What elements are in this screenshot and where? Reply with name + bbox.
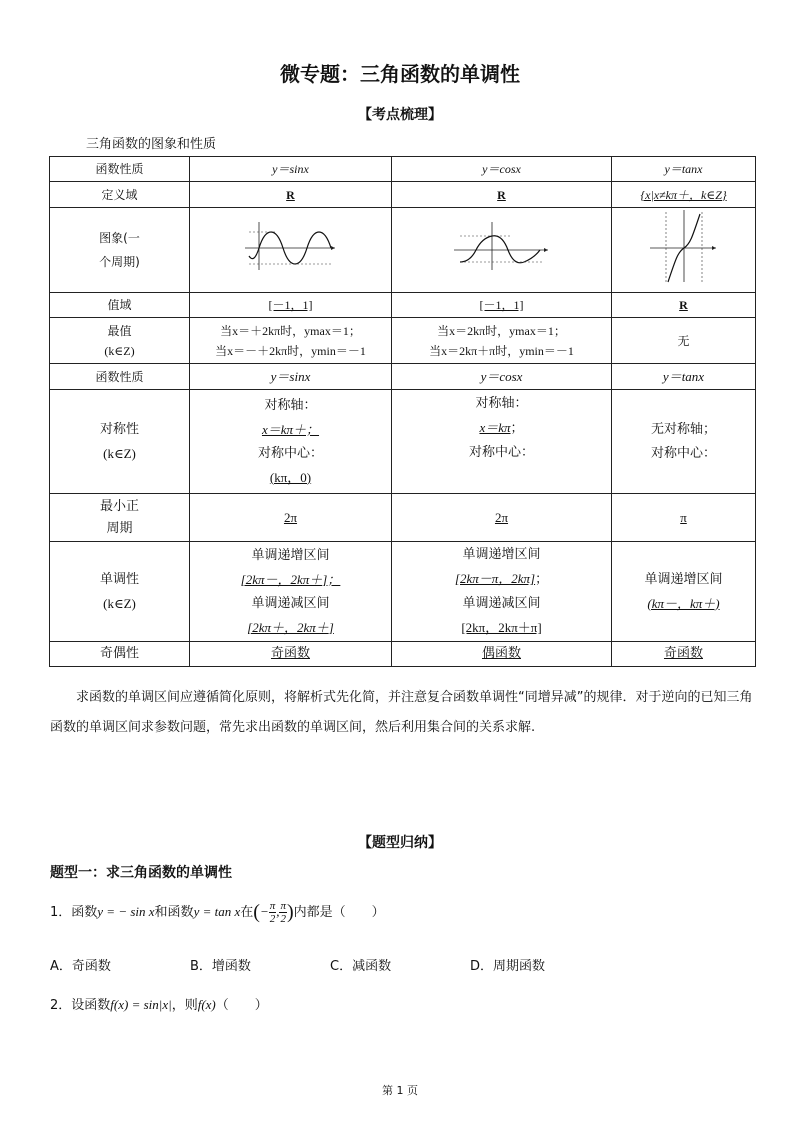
extreme-label: 最值 (k∈Z) <box>50 318 190 364</box>
header-label: 函数性质 <box>50 157 190 182</box>
cosine-curve-image <box>452 218 552 274</box>
monotonic-tan: 单调递增区间 (kπ－，kπ＋) <box>612 542 756 642</box>
table-row <box>50 390 756 494</box>
option-d[interactable]: D．周期函数 <box>470 959 546 974</box>
option-c[interactable]: C．减函数 <box>330 959 392 974</box>
table-row <box>50 157 756 182</box>
section-heading-types: 【题型归纳】 <box>358 835 442 851</box>
table-row <box>50 318 756 364</box>
header2-cos: y＝cosx <box>392 364 612 390</box>
page-footer: 第 1 页 <box>382 1084 418 1097</box>
table-row <box>50 208 756 293</box>
parity-tan: 奇函数 <box>612 642 756 667</box>
parity-sin: 奇函数 <box>190 642 392 667</box>
domain-sin: R <box>190 182 392 208</box>
parity-cos: 偶函数 <box>392 642 612 667</box>
monotonic-label: 单调性 (k∈Z) <box>50 542 190 642</box>
domain-label: 定义域 <box>50 182 190 208</box>
symmetry-sin: 对称轴： x＝kπ＋； 对称中心： (kπ，0) <box>190 390 392 494</box>
parity-label: 奇偶性 <box>50 642 190 667</box>
monotonic-cos: 单调递增区间 [2kπ－π，2kπ]； 单调递减区间 [2kπ，2kπ＋π] <box>392 542 612 642</box>
table-row <box>50 542 756 642</box>
page-title: 微专题：三角函数的单调性 <box>280 62 520 86</box>
range-label: 值域 <box>50 293 190 318</box>
table-row <box>50 494 756 542</box>
table-row <box>50 293 756 318</box>
header2-tan: y＝tanx <box>612 364 756 390</box>
header-tan: y＝tanx <box>612 157 756 182</box>
symmetry-tan: 无对称轴； 对称中心： <box>612 390 756 494</box>
symmetry-label: 对称性 (k∈Z) <box>50 390 190 494</box>
cos-graph <box>392 208 612 293</box>
tangent-curve-image <box>648 208 720 284</box>
monotonic-sin: 单调递增区间 [2kπ－，2kπ＋]； 单调递减区间 [2kπ＋，2kπ＋] <box>190 542 392 642</box>
option-b[interactable]: B．增函数 <box>190 959 251 974</box>
domain-cos: R <box>392 182 612 208</box>
extreme-tan: 无 <box>612 318 756 364</box>
range-tan: R <box>612 293 756 318</box>
header2-sin: y＝sinx <box>190 364 392 390</box>
period-sin: 2π <box>190 494 392 542</box>
properties-table <box>49 156 756 667</box>
summary-paragraph: 求函数的单调区间应遵循简化原则，将解析式先化简，并注意复合函数单调性“同增异减”的规律．对于逆向的已知三角函数的单调区间求参数问题，常先求出函数的单调区间，然后利用集合间的关系求解. <box>50 690 753 735</box>
sin-graph <box>190 208 392 293</box>
domain-tan: {x|x≠kπ＋，k∈Z} <box>612 182 756 208</box>
table-row <box>50 642 756 667</box>
period-cos: 2π <box>392 494 612 542</box>
range-cos: [－1，1] <box>392 293 612 318</box>
header2-label: 函数性质 <box>50 364 190 390</box>
fraction-pi-over-2: $\frac{\pi}{2}$ <box>280 900 286 925</box>
header-cos: y＝cosx <box>392 157 612 182</box>
table-row <box>50 182 756 208</box>
fraction-pi-over-2: $\frac{\pi}{2}$ <box>269 900 276 925</box>
tan-graph <box>612 208 756 293</box>
question-1-options <box>50 955 750 974</box>
table-caption: 三角函数的图象和性质 <box>86 137 217 152</box>
section-heading-review: 【考点梳理】 <box>358 107 442 123</box>
table-row <box>50 364 756 390</box>
question-2: 2．设函数f(x) = sin|x|，则f(x)（ ） <box>50 997 268 1013</box>
range-sin: [－1，1] <box>190 293 392 318</box>
extreme-cos: 当x＝2kπ时，ymax＝1； 当x＝2kπ＋π时，ymin＝－1 <box>392 318 612 364</box>
option-a[interactable]: A．奇函数 <box>50 959 111 974</box>
period-label: 最小正 周期 <box>50 494 190 542</box>
symmetry-cos: 对称轴： x＝kπ； 对称中心： <box>392 390 612 494</box>
header-sin: y＝sinx <box>190 157 392 182</box>
question-1: 1．函数y = − sin x和函数y = tan x在(− $\frac{\pi}{2}$ , $\frac{\pi}{2}$ )内都是（ ） <box>50 900 385 925</box>
graph-label: 图象(一 个周期) <box>50 208 190 293</box>
extreme-sin: 当x＝＋2kπ时，ymax＝1； 当x＝－＋2kπ时，ymin＝－1 <box>190 318 392 364</box>
sine-curve-image <box>243 218 339 274</box>
period-tan: π <box>612 494 756 542</box>
question-type-heading: 题型一：求三角函数的单调性 <box>50 865 232 881</box>
